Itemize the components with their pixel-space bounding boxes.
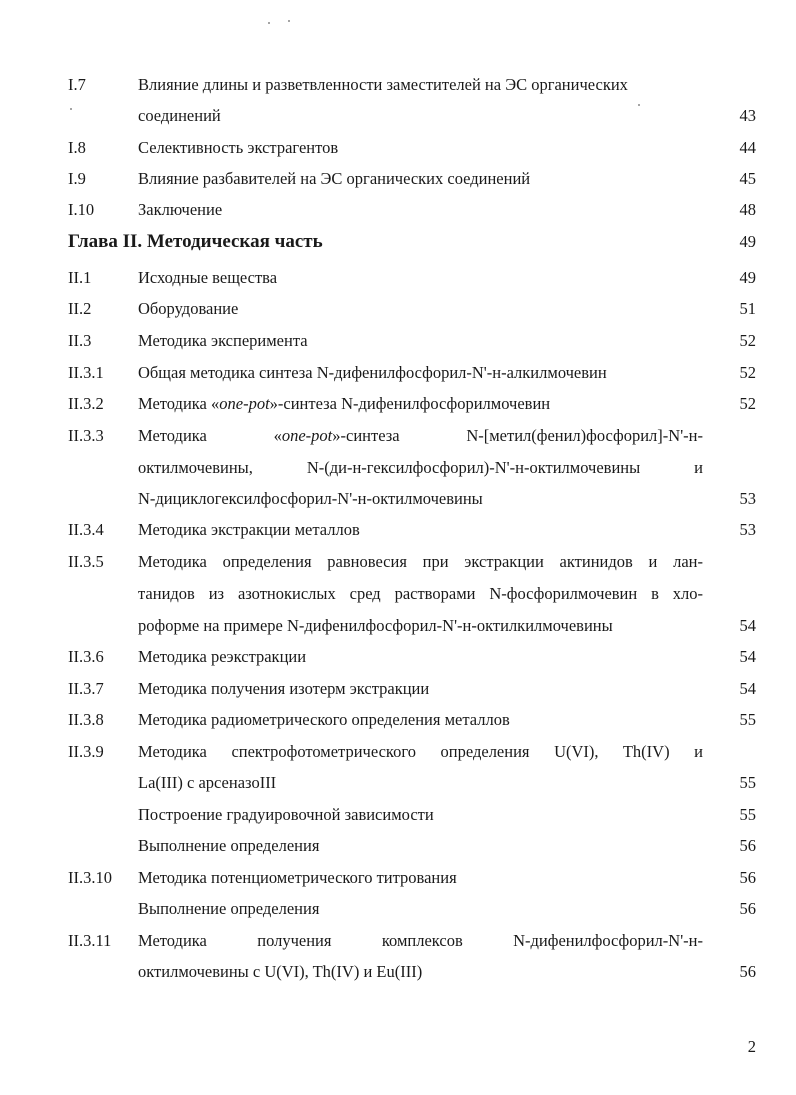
toc-entry-number: II.3.7 [68,679,104,698]
toc-entry-number: II.3.1 [68,363,104,382]
toc-entry [0,328,796,354]
toc-entry-continuation [0,613,796,639]
toc-entry [0,360,796,386]
toc-entry-title: октилмочевины с U(VI), Th(IV) и Eu(III) [138,962,423,981]
toc-entry-title: танидов из азотнокислых сред растворами N-фосфорилмочевин в хло- [138,584,703,603]
toc-entry-page: 52 [739,394,756,413]
toc-entry-title: Общая методика синтеза N-дифенилфосфорил-N'-н-алкилмочевин [138,363,607,382]
toc-entry-title: Методика получения изотерм экстракции [138,679,430,698]
toc-entry-page: 56 [739,836,756,855]
toc-entry-page: 56 [739,962,756,981]
toc-entry-title: Методика радиометрического определения металлов [138,710,510,729]
toc-entry-title: Влияние длины и разветвленности заместителей на ЭС органических [138,75,628,94]
toc-entry-number: II.3.2 [68,394,104,413]
toc-entry-page: 55 [739,805,756,824]
toc-entry-number: II.3.5 [68,552,104,571]
toc-entry-page: 56 [739,868,756,887]
toc-entry-title: Методика экстракции металлов [138,520,360,539]
toc-entry-number: I.8 [68,138,86,157]
toc-entry [0,549,796,575]
toc-entry-number: II.2 [68,299,92,318]
toc-entry-number: II.3.6 [68,647,104,666]
toc-entry-title: роформе на примере N-дифенилфосфорил-N'-н-октилкилмочевины [138,616,613,635]
toc-entry-continuation [0,581,796,607]
toc-entry-page: 51 [739,299,756,318]
toc-entry [0,676,796,702]
toc-entry-number: II.3 [68,331,92,350]
page-number: 2 [747,1037,756,1056]
toc-entry [0,72,796,98]
toc-entry-page: 54 [739,616,756,635]
toc-entry [0,135,796,161]
toc-entry [0,391,796,417]
toc-entry-title: Выполнение определения [138,836,320,855]
toc-entry-number: II.3.8 [68,710,104,729]
toc-entry-page: 56 [739,899,756,918]
toc-chapter-heading [0,229,796,255]
toc-entry-title: Селективность экстрагентов [138,138,339,157]
toc-entry-title: Влияние разбавителей на ЭС органических соединений [138,169,531,188]
toc-entry-page: 49 [739,232,756,251]
toc-entry [0,166,796,192]
toc-entry-page: 53 [739,489,756,508]
toc-entry-title: Методика определения равновесия при экстракции актинидов и лан- [138,552,703,571]
toc-entry-continuation [0,103,796,129]
toc-entry [0,739,796,765]
toc-entry-title: Оборудование [138,299,239,318]
toc-entry-title: Методика эксперимента [138,331,308,350]
toc-entry-page: 48 [739,200,756,219]
toc-entry-title: соединений [138,106,221,125]
toc-entry-number: II.3.10 [68,868,112,887]
toc-entry-page: 52 [739,331,756,350]
toc-entry-page: 54 [739,679,756,698]
toc-entry-number: I.7 [68,75,86,94]
toc-subentry [0,896,796,922]
toc-entry [0,423,796,449]
toc-entry [0,865,796,891]
toc-entry-title: Построение градуировочной зависимости [138,805,434,824]
toc-entry-continuation [0,486,796,512]
toc-entry-number: II.3.3 [68,426,104,445]
toc-entry-number: II.3.9 [68,742,104,761]
toc-subentry [0,833,796,859]
toc-entry [0,197,796,223]
toc-entry [0,517,796,543]
toc-entry [0,296,796,322]
toc-entry-page: 43 [739,106,756,125]
toc-entry-continuation [0,959,796,985]
toc-entry-number: II.1 [68,268,92,287]
toc-entry-title: Методика потенциометрического титрования [138,868,457,887]
toc-entry-number: I.10 [68,200,95,219]
toc-subentry [0,802,796,828]
toc-entry-title: Выполнение определения [138,899,320,918]
toc-entry-title: Заключение [138,200,223,219]
toc-entry-title: N-дициклогексилфосфорил-N'-н-октилмочевины [138,489,483,508]
toc-entry-page: 52 [739,363,756,382]
toc-entry-title: Методика реэкстракции [138,647,307,666]
toc-entry-title: октилмочевины, N-(ди-н-гексилфосфорил)-N'-н-октилмочевины и [138,458,703,477]
toc-entry-page: 45 [739,169,756,188]
toc-entry-page: 54 [739,647,756,666]
toc-entry [0,928,796,954]
toc-entry-title: Методика получения комплексов N-дифенилфосфорил-N'-н- [138,931,703,950]
toc-entry-page: 44 [739,138,756,157]
chapter-title: Глава II. Методическая часть [68,231,323,252]
toc-entry-continuation [0,455,796,481]
toc-entry-number: I.9 [68,169,86,188]
toc-entry-continuation [0,770,796,796]
scan-speck [288,20,290,22]
toc-entry-number: II.3.11 [68,931,112,950]
scan-speck [268,22,270,24]
toc-entry-page: 55 [739,773,756,792]
toc-entry [0,644,796,670]
toc-entry-title: Методика «one-pot»-синтеза N-[метил(фенил)фосфорил]-N'-н- [138,426,703,445]
toc-entry-title: Методика спектрофотометрического определения U(VI), Th(IV) и [138,742,703,761]
toc-entry-title: Методика «one-pot»-синтеза N-дифенилфосфорилмочевин [138,394,551,413]
toc-entry-title: Исходные вещества [138,268,278,287]
toc-entry [0,707,796,733]
toc-entry [0,265,796,291]
toc-entry-number: II.3.4 [68,520,104,539]
toc-entry-page: 53 [739,520,756,539]
toc-entry-page: 55 [739,710,756,729]
toc-entry-page: 49 [739,268,756,287]
toc-entry-title: La(III) с арсеназоIII [138,773,277,792]
